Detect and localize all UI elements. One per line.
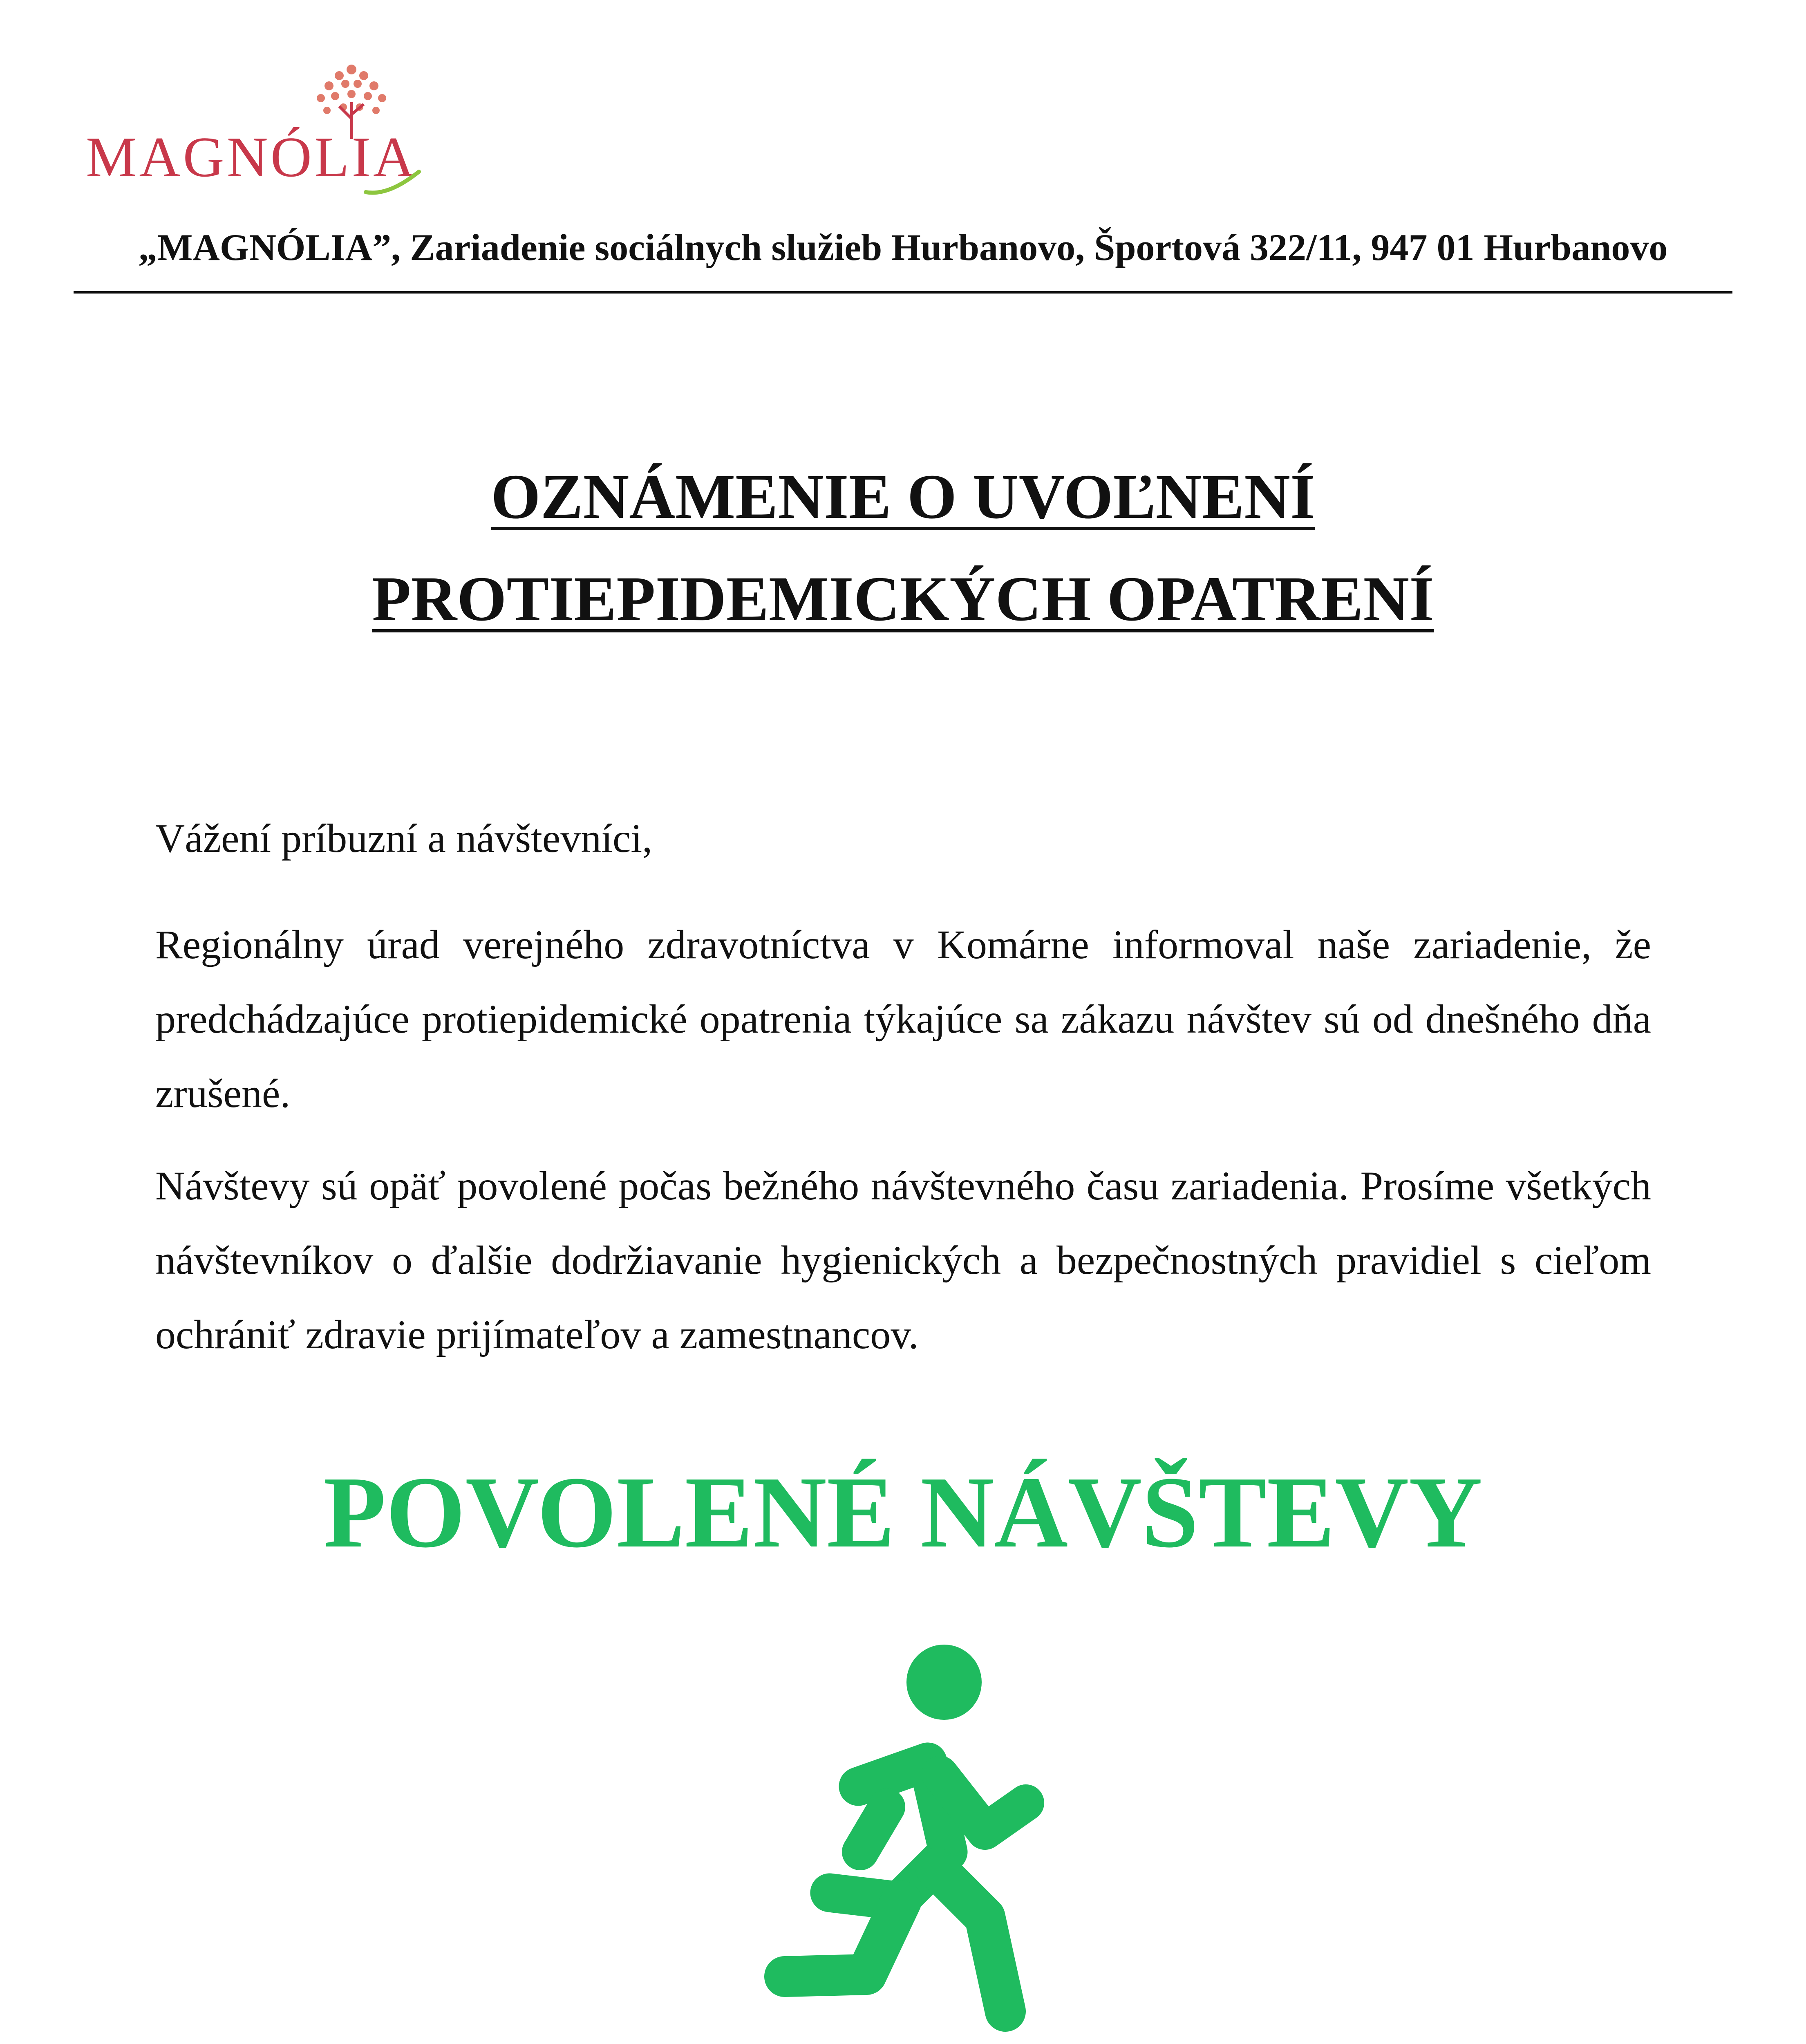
running-person-icon (764, 1639, 1071, 2032)
title-line-1: OZNÁMENIE O UVOĽNENÍ (491, 461, 1315, 532)
organization-header: „MAGNÓLIA”, Zariadenie sociálnych služieb Hurbanovo, Športová 322/11, 947 01 Hurbanovo (138, 226, 1668, 268)
paragraph-2: Návštevy sú opäť povolené počas bežného návštevného času zariadenia. Prosíme všetkých návštevníkov o ďalšie dodržiavanie hygienických a bezpečnostných pravidiel s cieľom ochrániť zdravie prijímateľov a zamestnancov. (155, 1163, 1651, 1357)
magnolia-logo (82, 61, 417, 196)
visits-allowed-heading: POVOLENÉ NÁVŠTEVY (323, 1456, 1483, 1569)
title-line-2: PROTIEPIDEMICKÝCH OPATRENÍ (372, 563, 1434, 634)
page-title (74, 446, 1732, 650)
logo-text: MAGNÓLIA (86, 126, 417, 189)
greeting: Vážení príbuzní a návštevníci, (155, 816, 653, 861)
header-divider (74, 291, 1732, 294)
logo-swoosh-icon (364, 164, 421, 196)
paragraph-1: Regionálny úrad verejného zdravotníctva v Komárne informoval naše zariadenie, že predchádzajúce protiepidemické opatrenia týkajúce sa zákazu návštev sú od dnešného dňa zrušené. (155, 922, 1651, 1116)
